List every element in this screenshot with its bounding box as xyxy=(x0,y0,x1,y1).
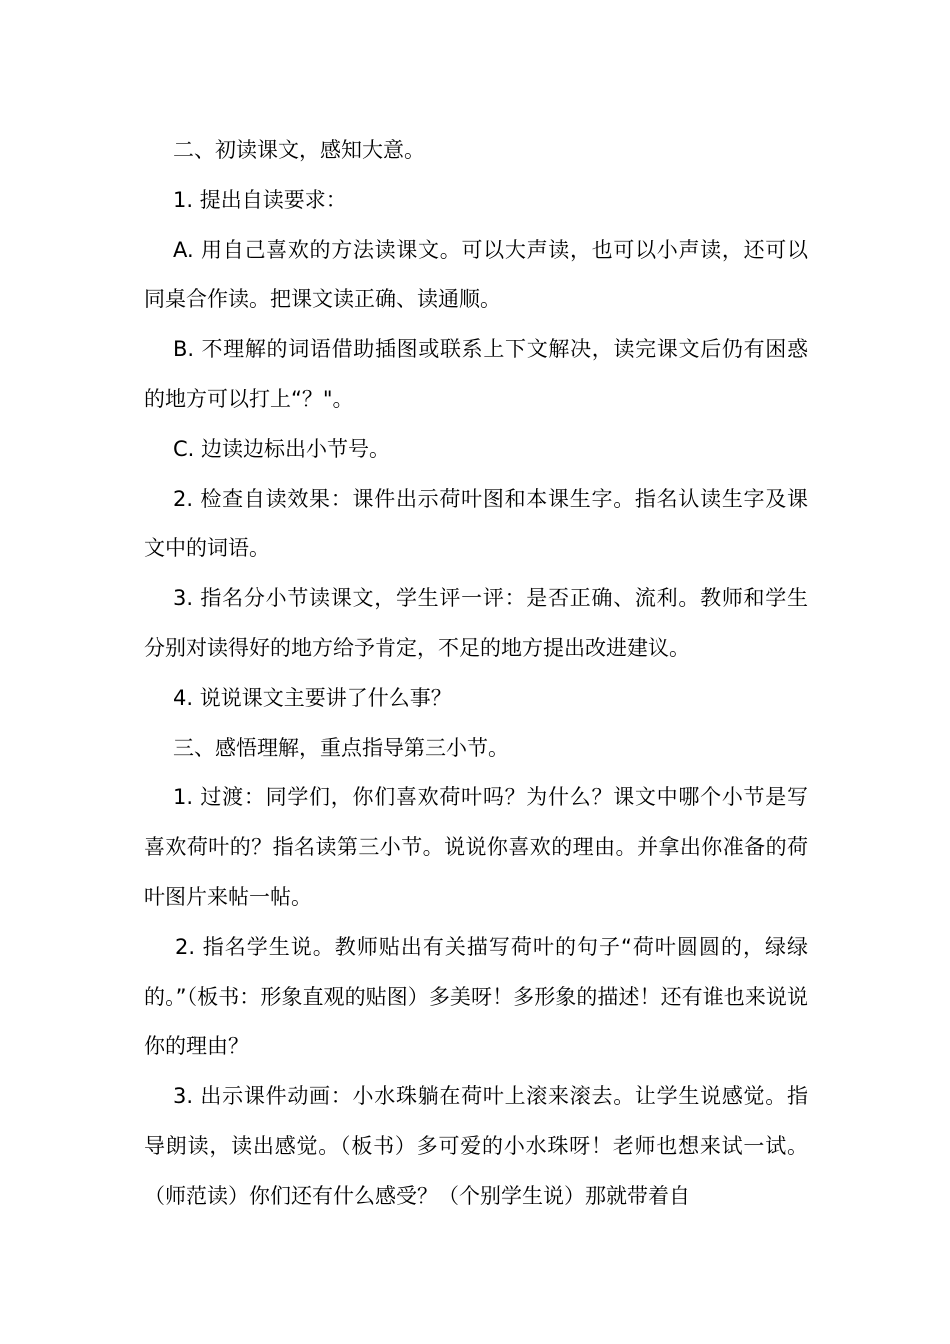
section-heading-2: 二、初读课文，感知大意。 xyxy=(173,138,425,162)
section-heading-3: 三、感悟理解，重点指导第三小节。 xyxy=(173,735,509,760)
paragraph-check-reading: 2. 检查自读效果：课件出示荷叶图和本课生字。指名认读生字及课文中的词语。 xyxy=(144,486,808,561)
paragraph-section-reading: 3. 指名分小节读课文，学生评一评：是否正确、流利。教师和学生分别对读得好的地方给予肯定，不足的地方提出改进建议。 xyxy=(144,586,808,660)
paragraph-item-b: B. 不理解的词语借助插图或联系上下文解决，读完课文后仍有困惑的地方可以打上“？"。 xyxy=(144,337,808,411)
paragraph-item-c: C. 边读边标出小节号。 xyxy=(173,436,391,461)
paragraph-transition: 1. 过渡：同学们，你们喜欢荷叶吗？为什么？课文中哪个小节是写喜欢荷叶的？指名读第三小节。说说你喜欢的理由。并拿出你准备的荷叶图片来帖一帖。 xyxy=(144,785,808,909)
paragraph-animation: 3. 出示课件动画：小水珠躺在荷叶上滚来滚去。让学生说感觉。指导朗读，读出感觉。（板书）多可爱的小水珠呀！老师也想来试一试。（师范读）你们还有什么感受？（个别学生说）那就带着自 xyxy=(144,1084,808,1208)
document-body xyxy=(144,126,808,1222)
paragraph-student-speaks: 2. 指名学生说。教师贴出有关描写荷叶的句子“荷叶圆圆的，绿绿的。”（板书：形象直观的贴图）多美呀！多形象的描述！还有谁也来说说你的理由？ xyxy=(144,934,808,1059)
paragraph-item-a: A. 用自己喜欢的方法读课文。可以大声读，也可以小声读，还可以同桌合作读。把课文读正确、读通顺。 xyxy=(144,237,808,312)
paragraph-main-idea: 4. 说说课文主要讲了什么事？ xyxy=(173,685,452,710)
paragraph-reading-requirements: 1. 提出自读要求： xyxy=(173,187,347,212)
